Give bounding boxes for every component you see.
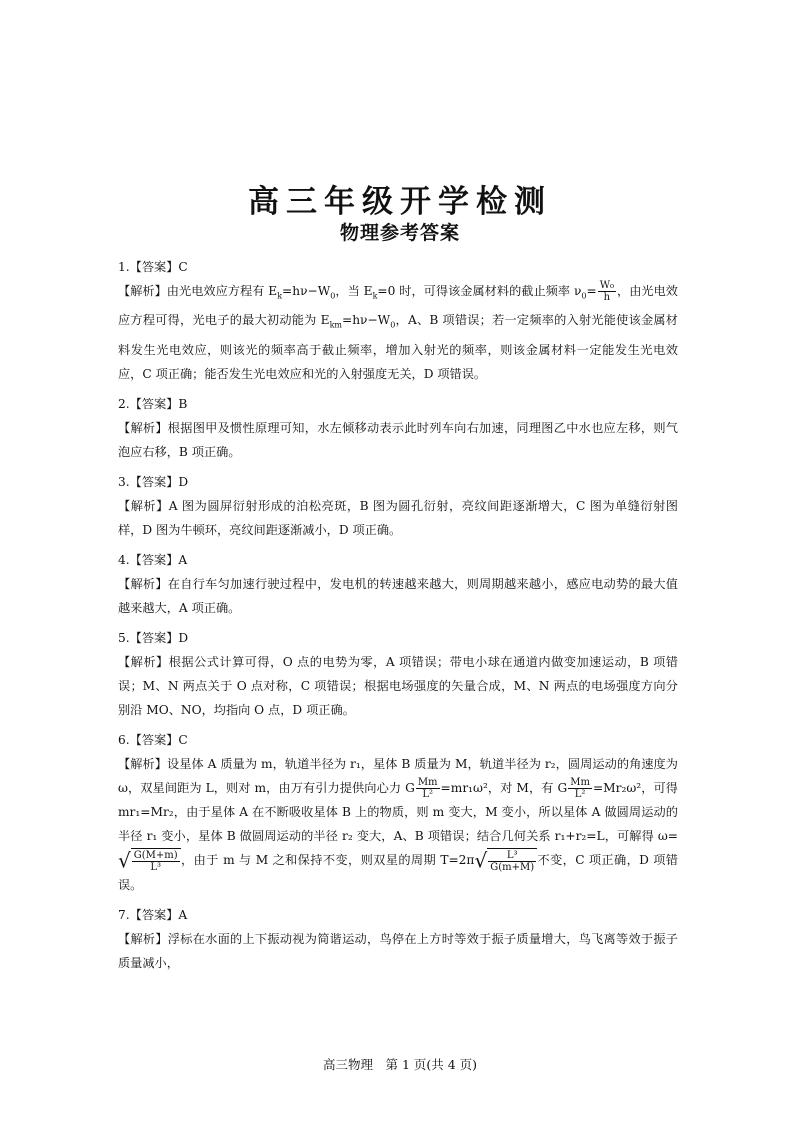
square-root: √ $\frac{\text{L³}}{G(m+M)}$	[474, 848, 537, 873]
answer-item-4	[118, 548, 678, 620]
item-explanation: 【解析】A 图为圆屏衍射形成的泊松亮斑，B 图为圆孔衍射，亮纹间距逐渐增大，C 图为单缝衍射图样，D 图为牛顿环，亮纹间距逐渐减小，D 项正确。	[118, 498, 678, 537]
answer-item-7	[118, 903, 678, 975]
answer-item-6	[118, 728, 678, 897]
item-number: 4.	[118, 552, 130, 567]
item-answer: 【答案】C	[129, 260, 188, 274]
answer-item-5	[118, 626, 678, 722]
item-explanation: 【解析】在自行车匀加速行驶过程中，发电机的转速越来越大，则周期越来越小，感应电动势的最大值越来越大，A 项正确。	[118, 576, 678, 615]
item-number: 6.	[118, 732, 130, 747]
item-explanation: 【解析】设星体 A 质量为 m，轨道半径为 r₁，星体 B 质量为 M，轨道半径为 r₂，圆周运动的角速度为 ω，双星间距为 L，则对 m，由万有引力提供向心力 G $\frac{Mm}{\text{L²}}$ =mr₁ω²，对 M，有 G $\frac{Mm}{\text{L²}}$ =Mr₂ω²，可得 mr₁=Mr₂，由于星体 A 在不断吸收星体 B 上的物质，则 m 变大，M 变小，所以星体 A 做圆周运动的半径 r₁ 变小，星体 B 做圆周运动的半径 r₂ 变大，A、B 项错误；结合几何关系 r₁+r₂=L，可解得 ω=√ $\frac{G(M+m)}{\text{L³}}$ ，由于 m 与 M 之和保持不变，则双星的周期 T=2π√ $\frac{\text{L³}}{G(m+M)}$ 不变，C 项正确，D 项错误。	[118, 756, 678, 892]
item-explanation: 【解析】由光电效应方程有 $E_k=h\nu-W_0$，当 $E_k=0$ 时，可得该金属材料的截止频率 $\nu_0=$ $\frac{\text{W₀}}{h}$ ，由光电效应方程可得，光电子的最大初动能为 $E_{km}=h\nu-W_0$，A、B 项错误；若一定频率的入射光能使该金属材料发生光电效应，则该光的频率高于截止频率，增加入射光的频率，则该金属材料一定能发生光电效应，C 项正确；能否发生光电效应和光的入射强度无关，D 项错误。	[118, 280, 678, 381]
answer-item-2	[118, 392, 678, 464]
item-number: 7.	[118, 907, 130, 922]
item-answer: 【答案】D	[129, 630, 189, 645]
item-answer: 【答案】A	[129, 552, 188, 567]
fraction: $\frac{Mm}{\text{L²}}$	[570, 776, 590, 800]
item-number: 1.	[118, 260, 130, 274]
fraction: $\frac{\text{W₀}}{h}$	[599, 280, 614, 303]
item-answer: 【答案】D	[129, 474, 189, 489]
item-number: 3.	[118, 474, 130, 489]
page-footer: 高三物理 第 1 页(共 4 页)	[322, 1057, 478, 1072]
item-answer: 【答案】B	[129, 396, 188, 411]
item-explanation: 【解析】根据公式计算可得，O 点的电势为零，A 项错误；带电小球在通道内做变加速运动，B 项错误；M、N 两点关于 O 点对称，C 项错误；根据电场强度的矢量合成，M、N 两点的电场强度方向分别沿 MO、NO，均指向 O 点，D 项正确。	[118, 654, 678, 717]
item-explanation: 【解析】根据图甲及惯性原理可知，水左倾移动表示此时列车向右加速，同理图乙中水也应左移，则气泡应右移，B 项正确。	[118, 420, 678, 459]
page-subtitle: 物理参考答案	[339, 222, 460, 244]
item-number: 2.	[118, 396, 130, 411]
answer-list	[118, 255, 678, 981]
answer-item-1	[118, 255, 678, 386]
item-explanation: 【解析】浮标在水面的上下振动视为简谐运动，鸟停在上方时等效于振子质量增大，鸟飞离等效于振子质量减小，	[118, 931, 678, 970]
answer-item-3	[118, 470, 678, 542]
item-number: 5.	[118, 630, 130, 645]
square-root: √ $\frac{G(M+m)}{\text{L³}}$	[118, 848, 181, 873]
item-answer: 【答案】C	[129, 732, 188, 747]
page-title: 高三年级开学检测	[248, 184, 552, 220]
item-answer: 【答案】A	[129, 907, 188, 922]
fraction: $\frac{Mm}{\text{L²}}$	[417, 776, 438, 800]
